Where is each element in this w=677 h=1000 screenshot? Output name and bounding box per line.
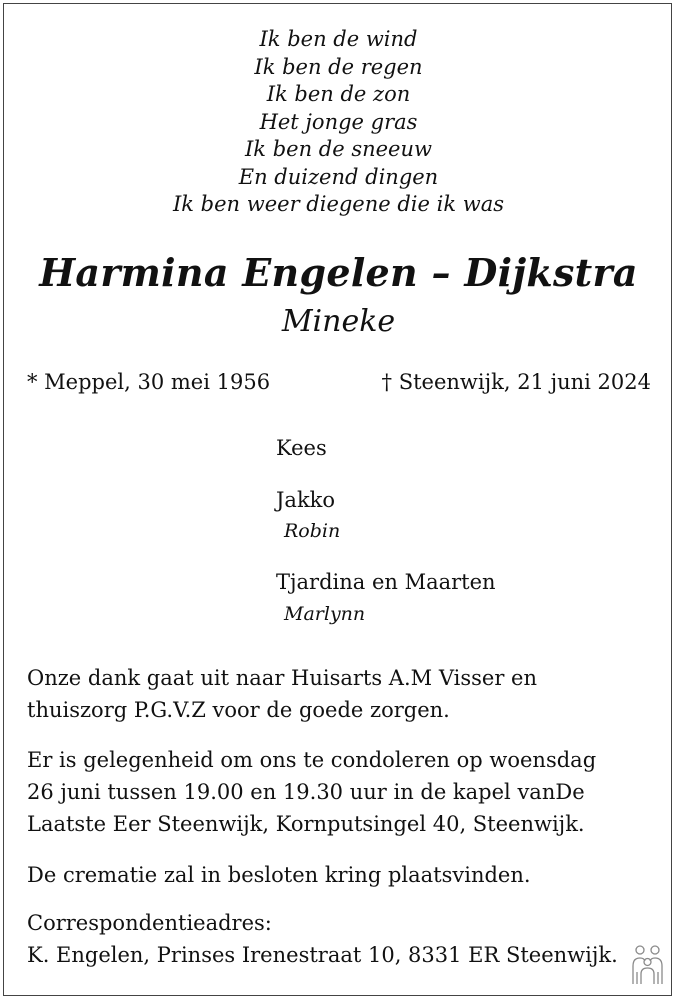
address-block (27, 907, 657, 971)
people-logo-icon (630, 944, 666, 986)
death-date: † Steenwijk, 21 juni 2024 (381, 370, 651, 394)
condolence-line: 26 juni tussen 19.00 en 19.30 uur in de kapel vanDe (27, 780, 585, 804)
deceased-name: Harmina Engelen – Dijkstra (39, 250, 638, 295)
address-label: Correspondentieadres: (27, 911, 272, 935)
poem-line: En duizend dingen (238, 164, 439, 189)
address-line: K. Engelen, Prinses Irenestraat 10, 8331 ER Steenwijk. (27, 943, 618, 967)
deceased-nickname: Mineke (281, 304, 396, 339)
family-member-grandchild: Robin (284, 520, 341, 542)
family-member: Tjardina en Maarten (276, 570, 496, 594)
poem-line: Het jonge gras (259, 109, 418, 134)
condolence-paragraph (27, 744, 657, 840)
poem-line: Ik ben weer diegene die ik was (172, 192, 505, 216)
poem-line: Ik ben de sneeuw (245, 137, 432, 161)
family-member: Kees (276, 436, 327, 460)
thanks-line: thuiszorg P.G.V.Z voor de goede zorgen. (27, 698, 450, 722)
poem-line: Ik ben de zon (266, 82, 411, 106)
family-member-grandchild: Marlynn (284, 603, 366, 625)
cremation-paragraph: De crematie zal in besloten kring plaatsvinden. (27, 863, 531, 887)
birth-date: * Meppel, 30 mei 1956 (27, 370, 271, 394)
poem-line: Ik ben de regen (254, 54, 423, 79)
poem-line: Ik ben de wind (259, 27, 418, 51)
thanks-paragraph (27, 662, 657, 726)
family-member: Jakko (276, 488, 336, 512)
thanks-line: Onze dank gaat uit naar Huisarts A.M Visser en (27, 666, 537, 690)
condolence-line: Laatste Eer Steenwijk, Kornputsingel 40, Steenwijk. (27, 812, 585, 836)
condolence-line: Er is gelegenheid om ons te condoleren op woensdag (27, 748, 597, 772)
poem (0, 26, 677, 219)
